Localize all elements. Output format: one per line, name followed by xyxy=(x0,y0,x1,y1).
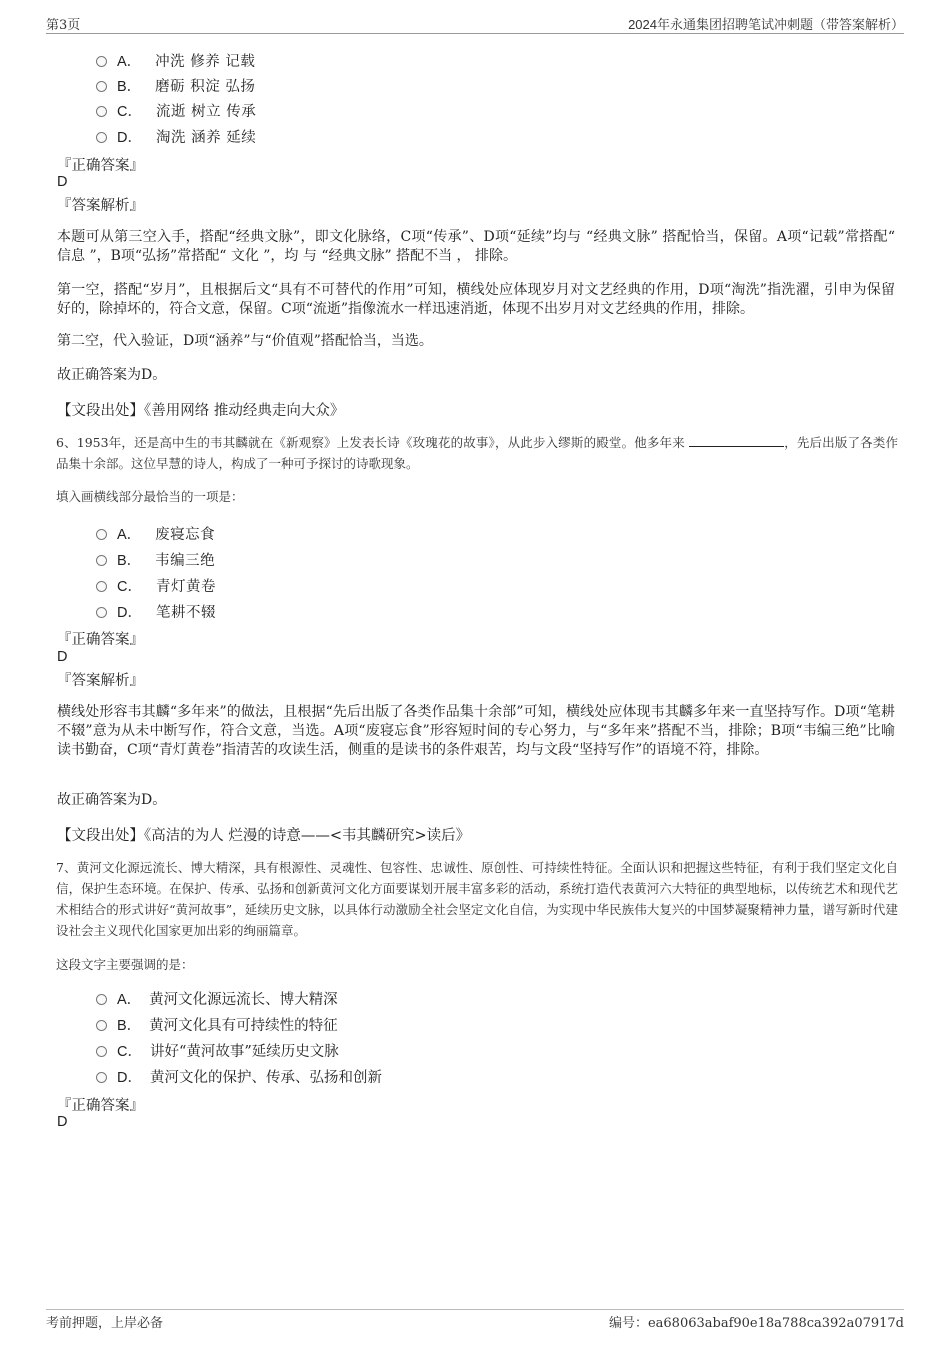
q7-option-a[interactable]: A． 黄河文化源远流长、博大精深 xyxy=(96,988,338,1010)
q5-correct-label: 『正确答案』 xyxy=(57,158,144,174)
radio-icon[interactable] xyxy=(96,607,107,618)
q6-correct-label: 『正确答案』 xyxy=(57,632,144,648)
radio-icon[interactable] xyxy=(96,81,107,92)
page-footer xyxy=(46,1312,904,1330)
q7-stem: 7、黄河文化源远流长、博大精深，具有根源性、灵魂性、包容性、忠诚性、原创性、可持续性特征。全面认识和把握这些特征，有利于我们坚定文化自信，保护生态环境。在保护、传承、弘扬和创新黄河文化方面要谋划开展丰富多彩的活动，系统打造代表黄河六大特征的典型地标，以传统艺术和现代艺术相结合的形式讲好“黄河故事”，延续历史文脉，以具体行动激励全社会坚定文化自信，为实现中华民族伟大复兴的中国梦凝聚精神力量，谱写新时代建设社会主义现代化国家更加出彩的绚丽篇章。 xyxy=(56,860,898,938)
radio-icon[interactable] xyxy=(96,56,107,67)
q5-option-d[interactable]: D． 淘洗 涵养 延续 xyxy=(96,126,256,148)
q5-option-a[interactable]: A． 冲洗 修养 记载 xyxy=(96,50,255,72)
q6-option-a[interactable]: A． 废寝忘食 xyxy=(96,523,215,545)
radio-icon[interactable] xyxy=(96,132,107,143)
q5-analysis-p2: 第一空，搭配“岁月”，且根据后文“具有不可替代的作用”可知，横线处应体现岁月对文艺经典的作用，D项“淘洗”指洗濯，引申为保留好的，除掉坏的，符合文意，保留。C项“流逝”指像流水一样迅速消逝，体现不出岁月对文艺经典的作用，排除。 xyxy=(57,282,895,317)
q6-analysis-p1: 横线处形容韦其麟“多年来”的做法，且根据“先后出版了各类作品集十余部”可知，横线处应体现韦其麟多年来一直坚持写作。D项“笔耕不辍”意为从未中断写作，符合文意，当选。A项“废寝忘食”形容短时间的专心努力，与“多年来”搭配不当，排除；B项“韦编三绝”比喻读书勤奋，C项“青灯黄卷”指清苦的攻读生活，侧重的是读书的条件艰苦，均与文段“坚持写作”的语境不符，排除。 xyxy=(57,704,895,758)
q6-stem: 6、1953年，还是高中生的韦其麟就在《新观察》上发表长诗《玫瑰花的故事》，从此步入缪斯的殿堂。他多年来 ，先后出版了各类作品集十余部。这位早慧的诗人，构成了一种可予探讨的诗歌现象。 xyxy=(56,435,898,471)
q6-blank xyxy=(689,434,784,447)
q7-correct-label: 『正确答案』 xyxy=(57,1098,144,1114)
q7-option-b[interactable]: B． 黄河文化具有可持续性的特征 xyxy=(96,1014,338,1036)
radio-icon[interactable] xyxy=(96,581,107,592)
radio-icon[interactable] xyxy=(96,994,107,1005)
q6-option-c[interactable]: C． 青灯黄卷 xyxy=(96,575,216,597)
q5-analysis-p3: 第二空，代入验证，D项“涵养”与“价值观”搭配恰当，当选。 xyxy=(57,333,433,349)
page-header xyxy=(46,14,904,32)
q6-source: 【文段出处】《高洁的为人 烂漫的诗意——<韦其麟研究>读后》 xyxy=(57,828,471,844)
radio-icon[interactable] xyxy=(96,1020,107,1031)
q5-analysis-p1: 本题可从第三空入手，搭配“经典文脉”，即文化脉络，C项“传承”、D项“延续”均与 “经典文脉” 搭配恰当，保留。A项“记载”常搭配“ 信息 ”，B项“弘扬”常搭配“ 文化 ”，均 与 “经典文脉” 搭配不当 ， 排除。 xyxy=(57,229,895,264)
q5-analysis-label: 『答案解析』 xyxy=(57,198,144,214)
footer-divider xyxy=(46,1309,904,1310)
radio-icon[interactable] xyxy=(96,529,107,540)
q7-prompt: 这段文字主要强调的是： xyxy=(56,957,194,972)
radio-icon[interactable] xyxy=(96,1072,107,1083)
q7-option-c[interactable]: C． 讲好“黄河故事”延续历史文脉 xyxy=(96,1040,339,1062)
q6-analysis-label: 『答案解析』 xyxy=(57,673,144,689)
q5-source: 【文段出处】《善用网络 推动经典走向大众》 xyxy=(57,403,345,419)
q6-analysis-p2: 故正确答案为D。 xyxy=(57,792,167,808)
footer-slogan: 考前押题，上岸必备 xyxy=(46,1316,164,1331)
document-title: 2024年永通集团招聘笔试冲刺题（带答案解析） xyxy=(628,17,904,32)
q6-answer: D xyxy=(57,649,68,665)
header-divider xyxy=(46,33,904,34)
q5-option-c[interactable]: C． 流逝 树立 传承 xyxy=(96,100,256,122)
q6-option-b[interactable]: B． 韦编三绝 xyxy=(96,549,215,571)
radio-icon[interactable] xyxy=(96,106,107,117)
q6-prompt: 填入画横线部分最恰当的一项是： xyxy=(56,489,244,504)
radio-icon[interactable] xyxy=(96,555,107,566)
radio-icon[interactable] xyxy=(96,1046,107,1057)
q7-answer: D xyxy=(57,1114,68,1130)
page-number: 第3页 xyxy=(46,18,81,33)
q5-option-b[interactable]: B． 磨砺 积淀 弘扬 xyxy=(96,75,255,97)
q5-answer: D xyxy=(57,174,68,190)
q6-option-d[interactable]: D． 笔耕不辍 xyxy=(96,601,216,623)
q7-option-d[interactable]: D． 黄河文化的保护、传承、弘扬和创新 xyxy=(96,1066,382,1088)
q5-analysis-p4: 故正确答案为D。 xyxy=(57,367,167,383)
document-id: 编号：ea68063abaf90e18a788ca392a07917d xyxy=(608,1316,904,1331)
